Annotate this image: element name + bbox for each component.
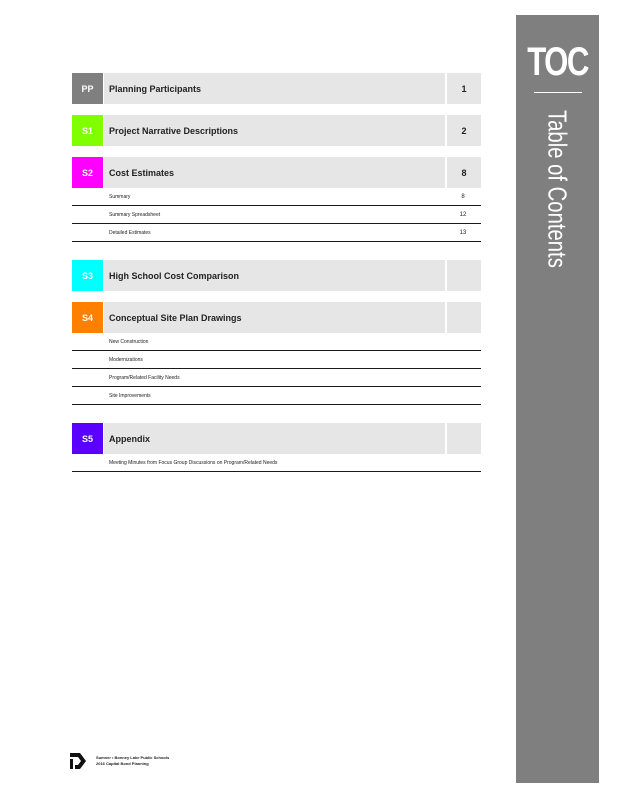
subsection-title: Site Improvements	[109, 392, 151, 399]
subsection-item[interactable]	[72, 369, 481, 387]
section-page-number: 2	[447, 115, 481, 146]
section-title: High School Cost Comparison	[104, 260, 445, 291]
section-code: S3	[72, 260, 103, 291]
subsection-list	[72, 454, 481, 472]
section-s1[interactable]	[72, 115, 481, 146]
subsection-title: Summary	[109, 193, 131, 200]
section-pp[interactable]	[72, 73, 481, 104]
section-s5[interactable]	[72, 423, 481, 454]
section-page-number	[447, 302, 481, 333]
subsection-item[interactable]	[72, 454, 481, 472]
subsection-item[interactable]	[72, 206, 481, 224]
section-code: PP	[72, 73, 103, 104]
section-title: Planning Participants	[104, 73, 445, 104]
footer	[68, 752, 169, 770]
subsection-list	[72, 333, 481, 405]
subsection-item[interactable]	[72, 387, 481, 405]
subsection-page-number: 8	[461, 193, 465, 200]
subsection-title: Modernizations	[109, 356, 143, 363]
subsection-title: Summary Spreadsheet	[109, 211, 161, 218]
section-s4[interactable]	[72, 302, 481, 333]
section-s2[interactable]	[72, 157, 481, 188]
section-code: S5	[72, 423, 103, 454]
section-title: Project Narrative Descriptions	[104, 115, 445, 146]
district-logo-icon	[68, 752, 88, 770]
sidebar-divider	[534, 92, 582, 93]
section-title: Cost Estimates	[104, 157, 445, 188]
subsection-title: Detailed Estimates	[109, 229, 151, 236]
section-title: Conceptual Site Plan Drawings	[104, 302, 445, 333]
sidebar-vertical-title: Table of Contents	[542, 110, 573, 268]
section-page-number: 1	[447, 73, 481, 104]
section-page-number: 8	[447, 157, 481, 188]
subsection-title: Meeting Minutes from Focus Group Discussions on Program/Related Needs	[109, 459, 278, 466]
section-code: S2	[72, 157, 103, 188]
footer-text	[96, 755, 169, 767]
subsection-title: Program/Related Facility Needs	[109, 374, 180, 381]
subsection-item[interactable]	[72, 351, 481, 369]
subsection-page-number: 12	[459, 211, 467, 218]
subsection-item[interactable]	[72, 333, 481, 351]
footer-line1: Sumner • Bonney Lake Public Schools	[96, 755, 170, 760]
toc-abbrev: TOC	[527, 40, 588, 84]
subsection-item[interactable]	[72, 188, 481, 206]
section-s3[interactable]	[72, 260, 481, 291]
section-title: Appendix	[104, 423, 445, 454]
footer-line2: 2016 Capital Bond Planning	[96, 761, 149, 766]
section-code: S4	[72, 302, 103, 333]
section-page-number	[447, 423, 481, 454]
subsection-page-number: 13	[459, 229, 467, 236]
toc-sidebar	[516, 15, 599, 783]
section-page-number	[447, 260, 481, 291]
subsection-item[interactable]	[72, 224, 481, 242]
subsection-list	[72, 188, 481, 242]
section-code: S1	[72, 115, 103, 146]
subsection-title: New Construction	[109, 338, 149, 345]
table-of-contents	[72, 73, 481, 490]
